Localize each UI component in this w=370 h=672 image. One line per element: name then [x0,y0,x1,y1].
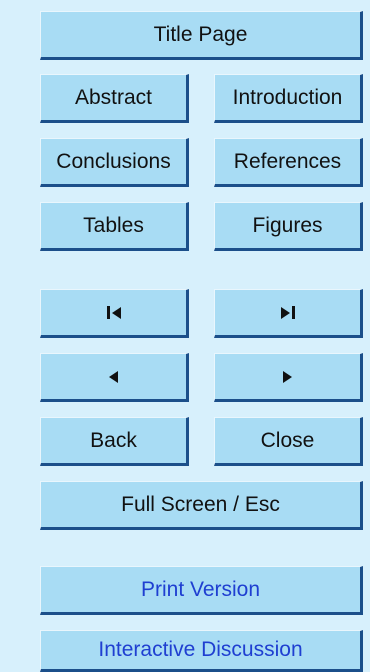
print-version-link[interactable] [40,566,363,615]
close-label: Close [260,428,315,452]
print-version-label: Print Version [140,577,261,601]
references-label: References [233,149,342,173]
back-button[interactable] [40,417,189,466]
conclusions-label: Conclusions [56,149,171,173]
tables-label: Tables [83,213,144,237]
last-page-button[interactable] [214,289,363,338]
full-screen-button[interactable] [40,481,363,530]
close-button[interactable] [214,417,363,466]
introduction-label: Introduction [232,85,343,109]
next-page-button[interactable] [214,353,363,402]
full-screen-label: Full Screen / Esc [121,492,280,516]
interactive-discussion-label: Interactive Discussion [98,638,303,661]
back-label: Back [90,428,137,452]
introduction-button[interactable] [214,74,363,123]
figures-label: Figures [252,213,323,237]
previous-arrow-icon [109,371,118,383]
title-page-label: Title Page [153,22,248,46]
references-button[interactable] [214,138,363,187]
previous-page-button[interactable] [40,353,189,402]
interactive-discussion-link[interactable] [40,630,363,672]
skip-to-last-icon [281,306,295,319]
conclusions-button[interactable] [40,138,189,187]
next-arrow-icon [283,371,292,383]
title-page-button[interactable] [40,11,363,60]
abstract-label: Abstract [74,85,153,109]
skip-to-first-icon [107,306,121,319]
tables-button[interactable] [40,202,189,251]
abstract-button[interactable] [40,74,189,123]
first-page-button[interactable] [40,289,189,338]
figures-button[interactable] [214,202,363,251]
